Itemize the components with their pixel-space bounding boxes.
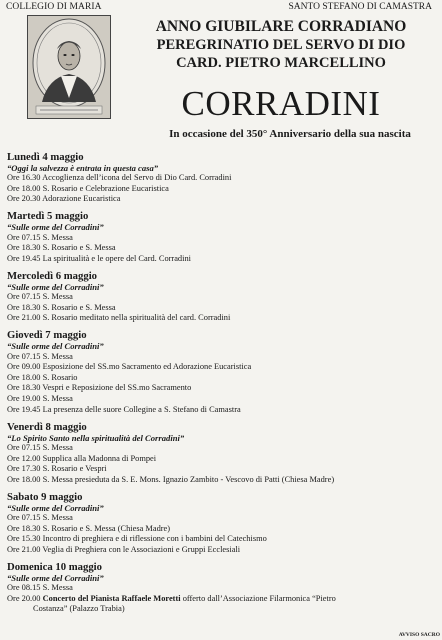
event-line: Ore 07.15 S. Messa (7, 442, 73, 452)
event-line: Ore 19.45 La spiritualità e le opere del Card. Corradini (7, 253, 191, 263)
portrait-engraving (28, 16, 110, 118)
title-line-3: CARD. PIETRO MARCELLINO (176, 55, 386, 71)
day-title: Lunedì 4 maggio (7, 151, 84, 163)
day-monday (7, 151, 437, 205)
event-line: Ore 18.30 S. Rosario e S. Messa (Chiesa Madre) (7, 523, 171, 533)
day-theme: “Sulle orme del Corradini” (7, 502, 104, 513)
event-line: Ore 07.15 S. Messa (7, 292, 73, 302)
concert-time: Ore 20.00 (7, 593, 43, 603)
institution-name: COLLEGIO DI MARIA (6, 2, 102, 12)
day-theme: “Oggi la salvezza è entrata in questa casa” (7, 163, 159, 173)
event-line: Ore 07.15 S. Messa (7, 513, 73, 522)
day-theme: “Sulle orme del Corradini” (7, 572, 104, 583)
day-saturday (7, 491, 437, 556)
day-title: Domenica 10 maggio (7, 560, 102, 573)
day-title: Martedì 5 maggio (7, 210, 89, 223)
town-name: SANTO STEFANO DI CAMASTRA (288, 2, 432, 12)
event-line: Ore 15.30 Incontro di preghiera e di riflessione con i bambini del Catechismo (7, 534, 267, 544)
day-title: Venerdì 8 maggio (7, 420, 87, 433)
event-line: Ore 21.00 Veglia di Preghiera con le Associazioni e Gruppi Ecclesiali (7, 544, 241, 554)
event-line: Ore 07.15 S. Messa (7, 351, 73, 361)
day-title: Mercoledì 6 maggio (7, 269, 98, 282)
title-line-1: ANNO GIUBILARE CORRADIANO (155, 18, 407, 35)
event-line: Ore 17.30 S. Rosario e Vespri (7, 464, 107, 474)
event-line: Ore 20.30 Adorazione Eucaristica (7, 194, 121, 204)
footer-note: AVVISO SACRO (398, 632, 440, 638)
event-line: Ore 19.45 La presenza delle suore Collegine a S. Stefano di Camastra (7, 404, 241, 414)
title-line-2: PEREGRINATIO DEL SERVO DI DIO (156, 37, 406, 53)
anniversary-subtitle: In occasione del 350° Anniversario della sua nascita (169, 128, 411, 140)
day-title: Giovedì 7 maggio (7, 329, 87, 342)
day-sunday (7, 561, 437, 615)
concert-line (7, 594, 437, 605)
concert-title: Concerto del Pianista Raffaele Moretti (42, 593, 181, 603)
event-line: Ore 18.30 Vespri e Reposizione del SS.mo Sacramento (7, 383, 192, 393)
concert-venue: Costanza” (Palazzo Trabia) (33, 604, 125, 614)
event-line: Ore 08.15 S. Messa (7, 583, 73, 593)
event-line: Ore 07.15 S. Messa (7, 232, 73, 242)
schedule (7, 151, 437, 620)
cardinal-portrait (27, 15, 111, 119)
day-friday (7, 421, 437, 486)
event-line: Ore 21.00 S. Rosario meditato nella spiritualità del card. Corradini (7, 313, 231, 323)
day-theme: “Lo Spirito Santo nella spiritualità del Corradini” (7, 432, 185, 443)
day-theme: “Sulle orme del Corradini” (7, 341, 104, 352)
day-theme: “Sulle orme del Corradini” (7, 281, 104, 292)
day-theme: “Sulle orme del Corradini” (7, 222, 104, 233)
event-line: Ore 16.30 Accoglienza dell’icona del Servo di Dio Card. Corradini (7, 173, 232, 183)
event-line: Ore 18.30 S. Rosario e S. Messa (7, 302, 116, 312)
day-wednesday (7, 270, 437, 324)
event-line: Ore 18.00 S. Rosario e Celebrazione Eucaristica (7, 183, 169, 193)
event-line: Ore 18.30 S. Rosario e S. Messa (7, 243, 116, 253)
event-line: Ore 19.00 S. Messa (7, 394, 73, 404)
event-line: Ore 18.00 S. Rosario (7, 372, 78, 382)
title-big-name: CORRADINI (181, 84, 381, 123)
event-line: Ore 18.00 S. Messa presieduta da S. E. Mons. Ignazio Zambito - Vescovo di Patti (Chiesa Madre) (7, 474, 335, 484)
day-tuesday (7, 210, 437, 264)
event-line: Ore 09.00 Esposizione del SS.mo Sacramento ed Adorazione Eucaristica (7, 362, 252, 372)
day-thursday (7, 329, 437, 415)
event-line: Ore 12.00 Supplica alla Madonna di Pompei (7, 453, 157, 463)
concert-sponsor: offerto dall’Associazione Filarmonica “Pietro (180, 593, 336, 603)
day-title: Sabato 9 maggio (7, 490, 83, 503)
